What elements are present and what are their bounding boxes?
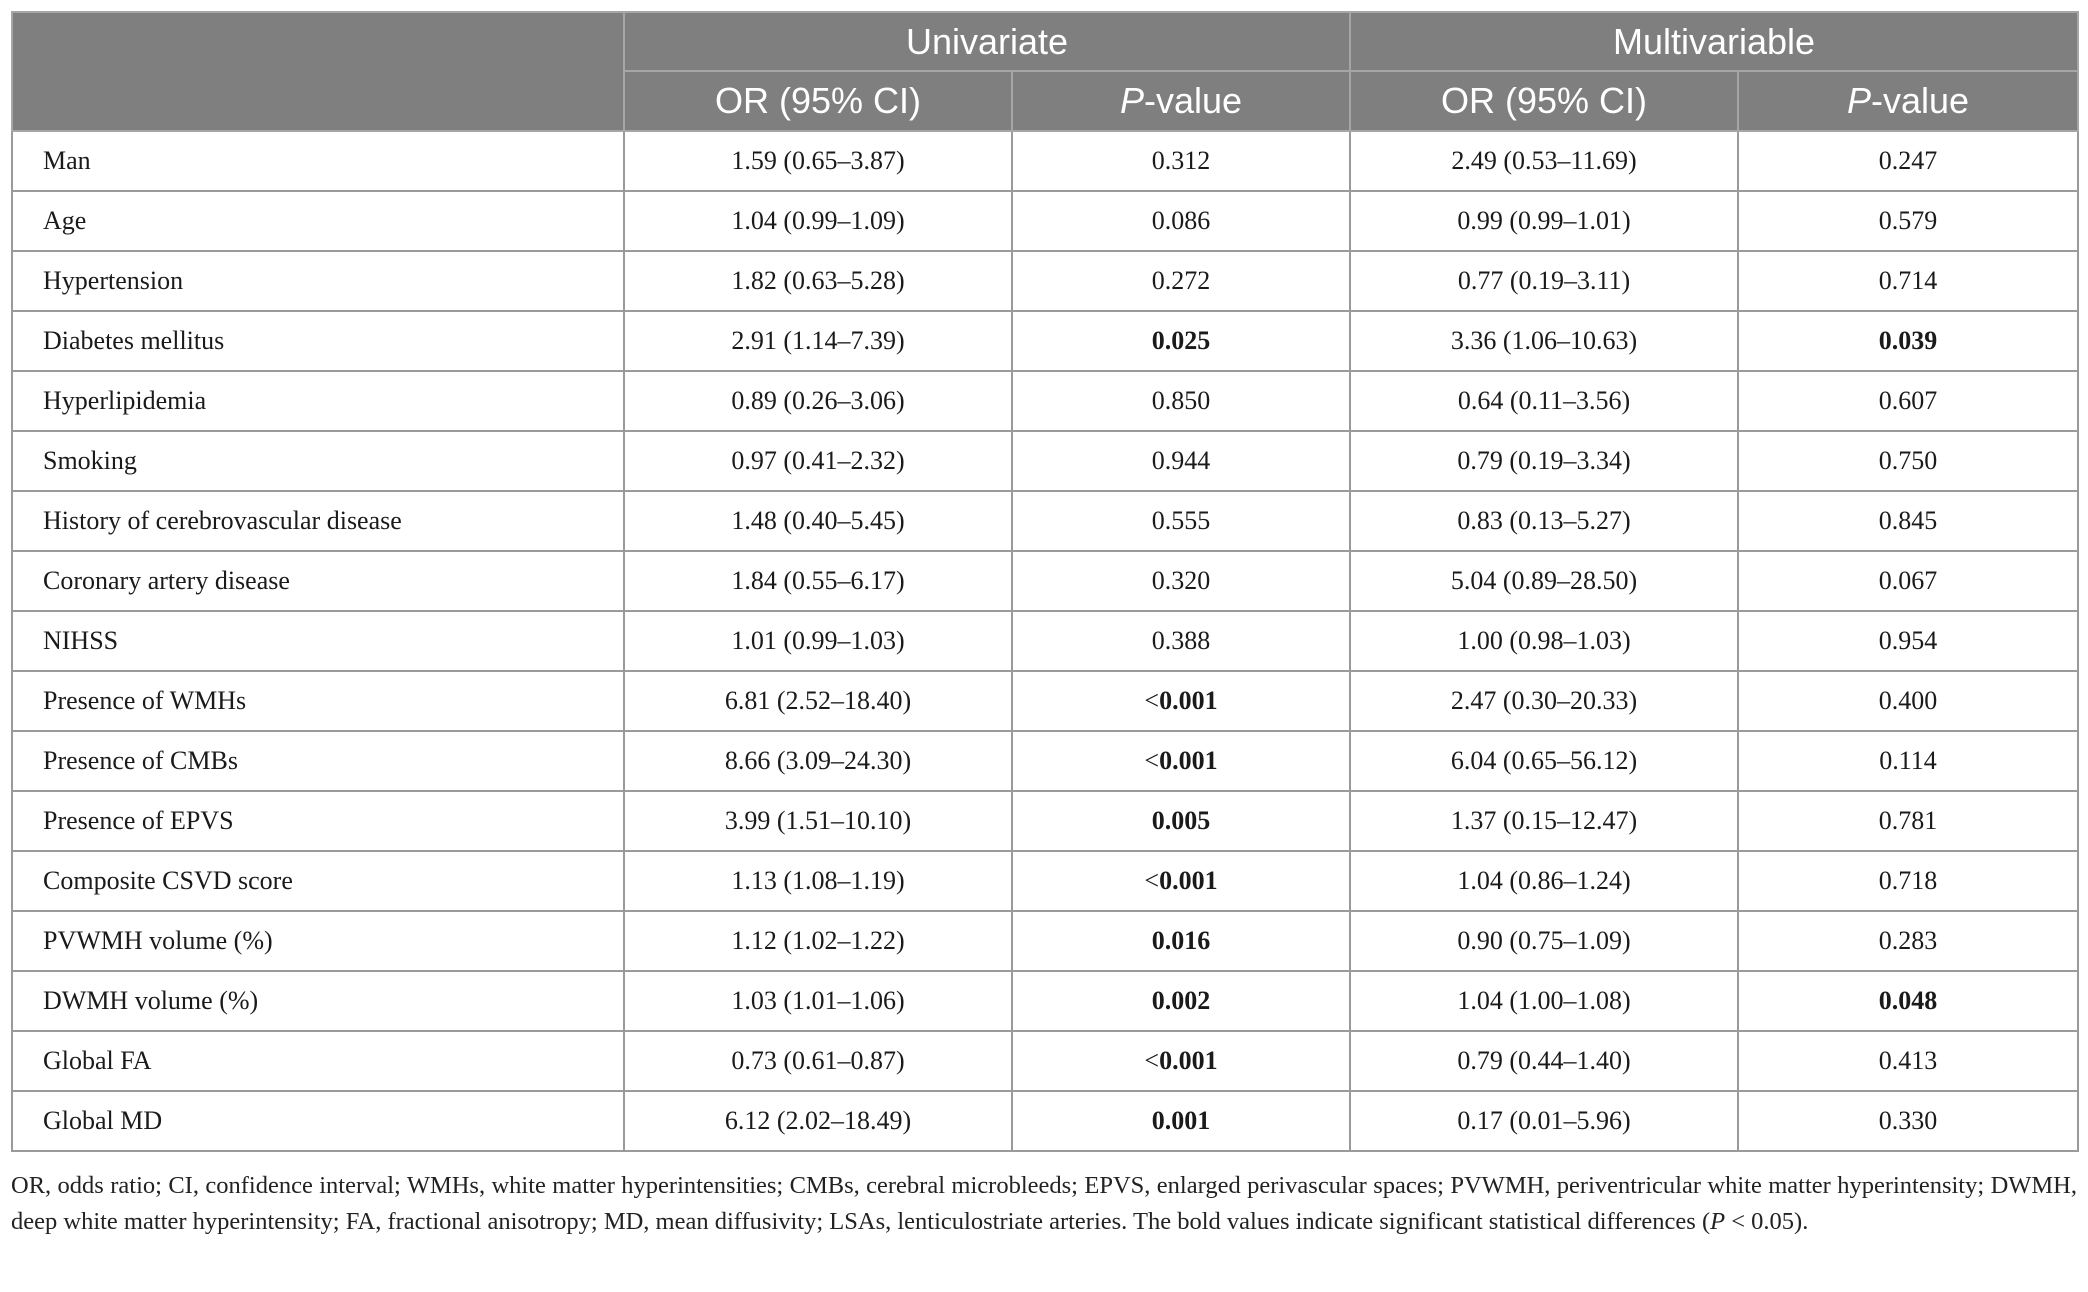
row-label: Smoking (12, 431, 624, 491)
multi-p-cell: 0.039 (1738, 311, 2078, 371)
table-row (12, 251, 2078, 311)
table-row (12, 1091, 2078, 1151)
uni-or-cell: 1.01 (0.99–1.03) (624, 611, 1012, 671)
multi-p-cell: 0.247 (1738, 131, 2078, 191)
row-label: Presence of CMBs (12, 731, 624, 791)
row-label: NIHSS (12, 611, 624, 671)
uni-p-cell (1012, 731, 1350, 791)
p-letter: P (1119, 80, 1144, 121)
footnote-tail: < 0.05). (1725, 1208, 1809, 1235)
uni-or-cell: 1.13 (1.08–1.19) (624, 851, 1012, 911)
p-prefix: < (1144, 746, 1160, 775)
row-label: Coronary artery disease (12, 551, 624, 611)
uni-p-cell (1012, 851, 1350, 911)
row-label: Presence of WMHs (12, 671, 624, 731)
row-label: Diabetes mellitus (12, 311, 624, 371)
row-label: Hyperlipidemia (12, 371, 624, 431)
table-row (12, 911, 2078, 971)
uni-or-cell: 1.48 (0.40–5.45) (624, 491, 1012, 551)
multi-or-cell: 0.77 (0.19–3.11) (1350, 251, 1738, 311)
table-row (12, 131, 2078, 191)
multi-or-cell: 3.36 (1.06–10.63) (1350, 311, 1738, 371)
multi-p-cell: 0.718 (1738, 851, 2078, 911)
uni-or-cell: 1.59 (0.65–3.87) (624, 131, 1012, 191)
multi-or-cell: 0.99 (0.99–1.01) (1350, 191, 1738, 251)
footnote-text: OR, odds ratio; CI, confidence interval; WMHs, white matter hyperintensities; CMBs, cerebral microbleeds; EPVS, enlarged perivascular spaces; PVWMH, periventricular white matter hyperintensity; DWMH, deep white matter hyperintensity; FA, fractional anisotropy; MD, mean diffusivity; LSAs, lenticulostriate arteries. The bold values indicate significant statistical differences ( (11, 1172, 2077, 1235)
multi-p-cell: 0.607 (1738, 371, 2078, 431)
multi-or-cell: 1.04 (0.86–1.24) (1350, 851, 1738, 911)
p-prefix: < (1144, 866, 1160, 895)
footnote-p: P (1710, 1208, 1726, 1235)
uni-or-cell: 2.91 (1.14–7.39) (624, 311, 1012, 371)
uni-or-cell: 1.03 (1.01–1.06) (624, 971, 1012, 1031)
uni-or-cell: 0.97 (0.41–2.32) (624, 431, 1012, 491)
row-label: Hypertension (12, 251, 624, 311)
p-suffix: -value (1871, 80, 1970, 121)
uni-or-cell: 1.82 (0.63–5.28) (624, 251, 1012, 311)
multi-or-cell: 2.47 (0.30–20.33) (1350, 671, 1738, 731)
multi-or-cell: 0.90 (0.75–1.09) (1350, 911, 1738, 971)
table-row (12, 551, 2078, 611)
uni-or-cell: 3.99 (1.51–10.10) (624, 791, 1012, 851)
table-row (12, 431, 2078, 491)
p-value: 0.001 (1159, 866, 1218, 895)
p-value: 0.388 (1151, 626, 1211, 655)
multi-p-cell: 0.283 (1738, 911, 2078, 971)
multi-or-cell: 5.04 (0.89–28.50) (1350, 551, 1738, 611)
uni-p-cell (1012, 1031, 1350, 1091)
p-value: 0.312 (1151, 146, 1211, 175)
table-row (12, 191, 2078, 251)
table-row (12, 731, 2078, 791)
p-value: 0.555 (1151, 506, 1211, 535)
p-prefix: < (1144, 686, 1160, 715)
row-label: Presence of EPVS (12, 791, 624, 851)
multi-or-header: OR (95% CI) (1350, 71, 1738, 131)
p-value: 0.001 (1159, 1046, 1218, 1075)
uni-p-cell (1012, 371, 1350, 431)
multi-p-cell: 0.330 (1738, 1091, 2078, 1151)
multi-p-cell: 0.048 (1738, 971, 2078, 1031)
p-value: 0.025 (1151, 326, 1211, 355)
row-label: Man (12, 131, 624, 191)
multi-p-cell: 0.400 (1738, 671, 2078, 731)
multi-or-cell: 0.64 (0.11–3.56) (1350, 371, 1738, 431)
table-row (12, 791, 2078, 851)
row-label: DWMH volume (%) (12, 971, 624, 1031)
uni-or-cell: 6.12 (2.02–18.49) (624, 1091, 1012, 1151)
table-row (12, 491, 2078, 551)
table-row (12, 851, 2078, 911)
uni-or-cell: 1.84 (0.55–6.17) (624, 551, 1012, 611)
multi-or-cell: 0.79 (0.19–3.34) (1350, 431, 1738, 491)
table-row (12, 971, 2078, 1031)
uni-p-cell (1012, 971, 1350, 1031)
uni-p-cell (1012, 911, 1350, 971)
corner-header (12, 12, 624, 131)
row-label: Global MD (12, 1091, 624, 1151)
uni-p-cell (1012, 611, 1350, 671)
multi-p-header (1738, 71, 2078, 131)
p-suffix: -value (1143, 80, 1243, 121)
multi-p-cell: 0.114 (1738, 731, 2078, 791)
table-body (12, 131, 2078, 1151)
table-footnote (11, 1168, 2077, 1240)
p-value: 0.850 (1151, 386, 1211, 415)
table-row (12, 611, 2078, 671)
multi-p-cell: 0.845 (1738, 491, 2078, 551)
row-label: Composite CSVD score (12, 851, 624, 911)
odds-ratio-table (11, 11, 2079, 1152)
uni-p-cell (1012, 491, 1350, 551)
table-row (12, 1031, 2078, 1091)
multi-or-cell: 6.04 (0.65–56.12) (1350, 731, 1738, 791)
uni-or-cell: 6.81 (2.52–18.40) (624, 671, 1012, 731)
uni-p-header (1012, 71, 1350, 131)
multi-p-cell: 0.413 (1738, 1031, 2078, 1091)
multi-or-cell: 2.49 (0.53–11.69) (1350, 131, 1738, 191)
row-label: History of cerebrovascular disease (12, 491, 624, 551)
uni-p-cell (1012, 431, 1350, 491)
multi-or-cell: 0.79 (0.44–1.40) (1350, 1031, 1738, 1091)
univariate-header: Univariate (624, 12, 1350, 71)
p-value: 0.001 (1151, 1106, 1211, 1135)
multi-p-cell: 0.714 (1738, 251, 2078, 311)
multi-p-cell: 0.750 (1738, 431, 2078, 491)
multi-or-cell: 1.00 (0.98–1.03) (1350, 611, 1738, 671)
multi-or-cell: 0.83 (0.13–5.27) (1350, 491, 1738, 551)
uni-p-cell (1012, 791, 1350, 851)
multi-or-cell: 1.37 (0.15–12.47) (1350, 791, 1738, 851)
row-label: PVWMH volume (%) (12, 911, 624, 971)
multi-or-cell: 1.04 (1.00–1.08) (1350, 971, 1738, 1031)
uni-p-cell (1012, 131, 1350, 191)
p-letter: P (1846, 80, 1871, 121)
p-value: 0.001 (1159, 746, 1218, 775)
uni-or-cell: 8.66 (3.09–24.30) (624, 731, 1012, 791)
table-row (12, 371, 2078, 431)
p-value: 0.944 (1151, 446, 1211, 475)
p-value: 0.320 (1151, 566, 1211, 595)
uni-p-cell (1012, 191, 1350, 251)
p-prefix: < (1144, 1046, 1160, 1075)
row-label: Age (12, 191, 624, 251)
multivariable-header: Multivariable (1350, 12, 2078, 71)
uni-p-cell (1012, 251, 1350, 311)
uni-or-cell: 1.12 (1.02–1.22) (624, 911, 1012, 971)
uni-or-cell: 1.04 (0.99–1.09) (624, 191, 1012, 251)
uni-p-cell (1012, 671, 1350, 731)
uni-p-cell (1012, 1091, 1350, 1151)
uni-or-header: OR (95% CI) (624, 71, 1012, 131)
multi-p-cell: 0.954 (1738, 611, 2078, 671)
p-value: 0.272 (1151, 266, 1211, 295)
table-row (12, 671, 2078, 731)
table-row (12, 311, 2078, 371)
multi-or-cell: 0.17 (0.01–5.96) (1350, 1091, 1738, 1151)
multi-p-cell: 0.579 (1738, 191, 2078, 251)
table-container (11, 11, 2077, 1152)
multi-p-cell: 0.067 (1738, 551, 2078, 611)
row-label: Global FA (12, 1031, 624, 1091)
uni-p-cell (1012, 551, 1350, 611)
uni-p-cell (1012, 311, 1350, 371)
p-value: 0.086 (1151, 206, 1211, 235)
p-value: 0.001 (1159, 686, 1218, 715)
p-value: 0.005 (1151, 806, 1211, 835)
uni-or-cell: 0.89 (0.26–3.06) (624, 371, 1012, 431)
uni-or-cell: 0.73 (0.61–0.87) (624, 1031, 1012, 1091)
p-value: 0.016 (1151, 926, 1211, 955)
p-value: 0.002 (1151, 986, 1211, 1015)
multi-p-cell: 0.781 (1738, 791, 2078, 851)
